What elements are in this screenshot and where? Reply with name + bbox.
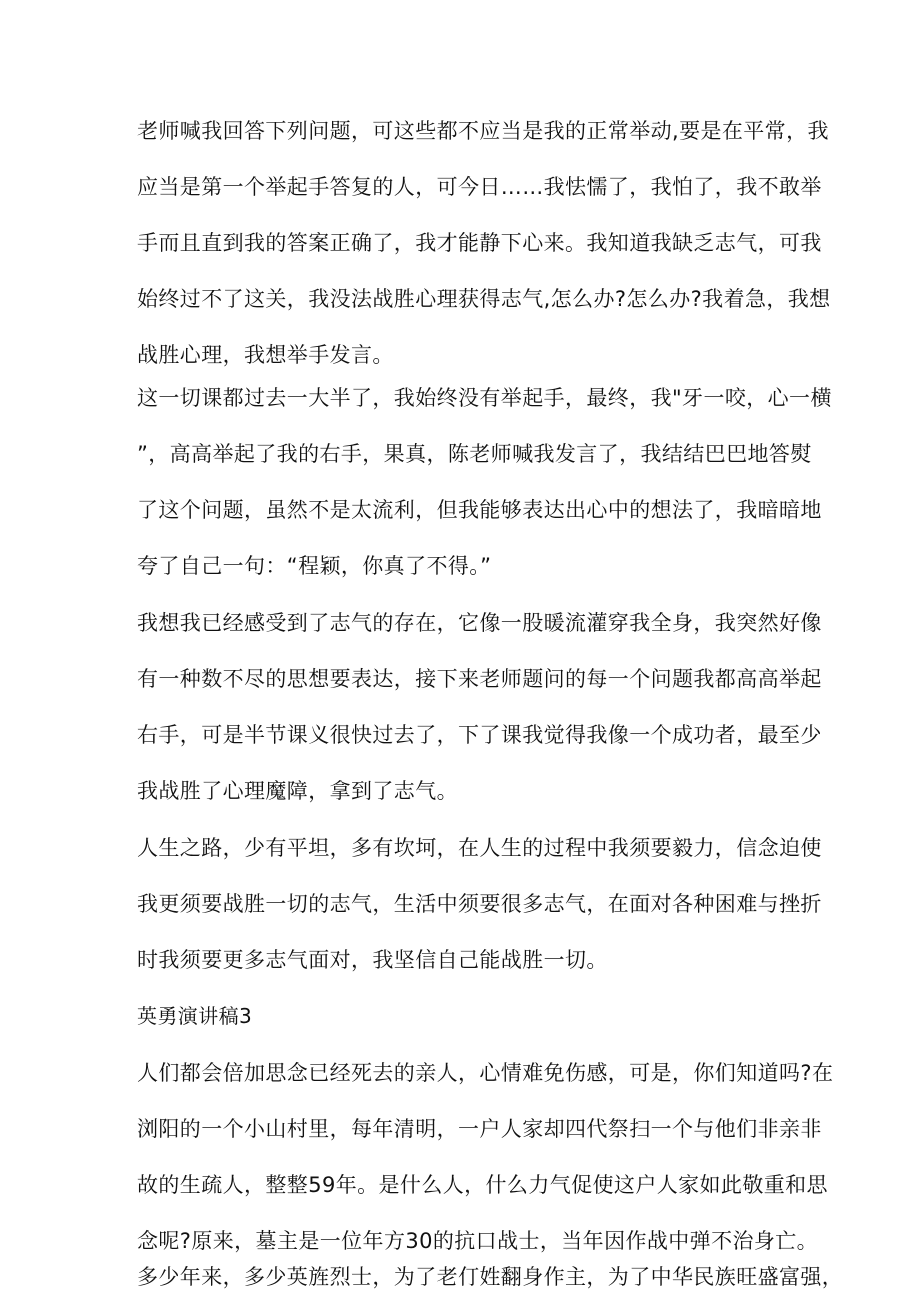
paragraph-line: 故的生疏人，整整59年。是什么人，什么力气促使这户人家如此敬重和思	[137, 1173, 828, 1197]
paragraph-line: 有一种数不尽的思想要表达，接下来老师题问的每一个问题我都高高举起	[137, 667, 822, 691]
paragraph-line: 人生之路，少有平坦，多有坎坷，在人生的过程中我须要毅力，信念迫使	[137, 836, 822, 860]
paragraph-line: 我更须要战胜一切的志气，生活中须要很多志气，在面对各种困难与挫折	[137, 892, 822, 916]
paragraph-line: 我想我已经感受到了志气的存在，它像一股暖流灌穿我全身，我突然好像	[137, 611, 822, 635]
paragraph-line: 人们都会倍加思念已经死去的亲人，心情难免伤感，可是，你们知道吗?在	[137, 1061, 834, 1085]
paragraph-line: 夸了自己一句：“程颖，你真了不得。”	[137, 554, 492, 578]
paragraph-line: 多少年来，多少英旌烈士，为了老仃姓翻身作主，为了中华民族旺盛富强，	[137, 1265, 844, 1289]
section-heading: 英勇演讲稿3	[137, 1004, 253, 1028]
paragraph-line: 战胜心理，我想举手发言。	[137, 343, 394, 367]
paragraph-line: 手而且直到我的答案正确了，我才能静下心来。我知道我缺乏志气，可我	[137, 231, 822, 255]
paragraph-line: 了这个问题，虽然不是太流利，但我能够表达出心中的想法了，我暗暗地	[137, 498, 822, 522]
paragraph-line: 时我须要更多志气面对，我坚信自己能战胜一切。	[137, 948, 608, 972]
paragraph-line: 浏阳的一个小山村里，每年清明，一户人家却四代祭扫一个与他们非亲非	[137, 1117, 822, 1141]
paragraph-line: ”，高高举起了我的右手，果真，陈老师喊我发言了，我结结巴巴地答熨	[137, 442, 812, 466]
paragraph-line: 右手，可是半节课义很快过去了，下了课我觉得我像一个成功者，最至少	[137, 723, 822, 747]
paragraph-line: 念呢?原来，墓主是一位年方30的抗口战士，当年因作战中弹不治身亡。	[137, 1229, 819, 1253]
paragraph-line: 我战胜了心理魔障，拿到了志气。	[137, 779, 458, 803]
paragraph-line: 始终过不了这关，我没法战胜心理获得志气,怎么办?怎么办?我着急，我想	[137, 287, 831, 311]
paragraph-line: 应当是第一个举起手答复的人，可今日……我怯懦了，我怕了，我不敢举	[137, 175, 822, 199]
paragraph-line: 这一切课都过去一大半了，我始终没有举起手，最终，我"牙一咬，心一横	[137, 386, 832, 410]
paragraph-line: 老师喊我回答下列问题，可这些都不应当是我的正常举动,要是在平常，我	[137, 119, 829, 143]
